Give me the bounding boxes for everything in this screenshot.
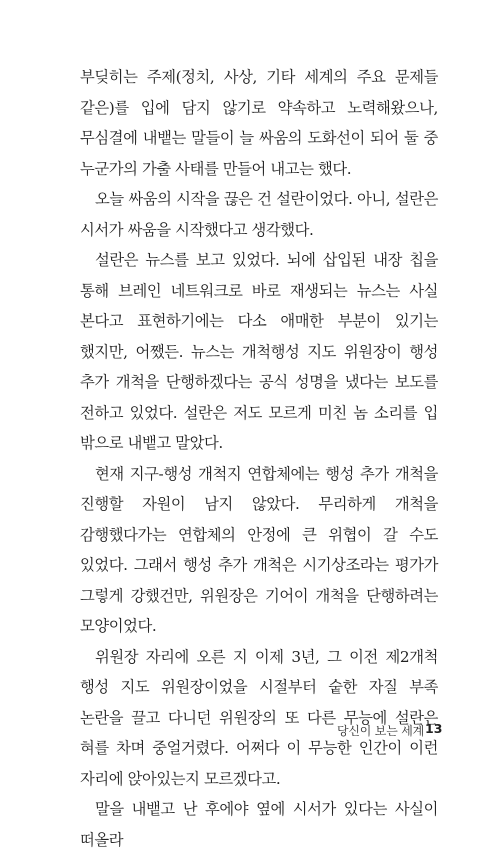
paragraph-1: 부딪히는 주제(정치, 사상, 기타 세계의 주요 문제들 같은)를 입에 담지 않기로 약속하고 노력해왔으나, 무심결에 내뱉는 말들이 늘 싸움의 도화선이 되어 둘 중 누군가의 가출 사태를 만들어 내고는 했다.: [80, 68, 438, 178]
paragraph-6: 말을 내뱉고 난 후에야 옆에 시서가 있다는 사실이 떠올라: [80, 800, 438, 849]
paragraph-4: 현재 지구-행성 개척지 연합체에는 행성 추가 개척을 진행할 자원이 남지 않았다. 무리하게 개척을 감행했다가는 연합체의 안정에 큰 위협이 갈 수도 있었다. 그래서 행성 추가 개척은 시기상조라는 평가가 그렇게 강했건만, 위원장은 기어이 개척을 단행하려는 모양이었다.: [80, 464, 438, 635]
paragraph-5: 위원장 자리에 오른 지 이제 3년, 그 이전 제2개척 행성 지도 위원장이었을 시절부터 숱한 자질 부족 논란을 끌고 다니던 위원장의 또 다른 무능에 설란은 혀를 차며 중얼거렸다. 어쩌다 이 무능한 인간이 이런 자리에 앉아있는지 모르겠다고.: [80, 647, 438, 788]
page-footer: [0, 720, 500, 740]
page-number: 13: [425, 721, 443, 736]
paragraph-3: 설란은 뉴스를 보고 있었다. 뇌에 삽입된 내장 칩을 통해 브레인 네트워크로 바로 재생되는 뉴스는 사실 본다고 표현하기에는 다소 애매한 부분이 있기는 했지만, 어쨌든. 뉴스는 개척행성 지도 위원장이 행성 추가 개척을 단행하겠다는 공식 성명을 냈다는 보도를 전하고 있었다. 설란은 저도 모르게 미친 놈 소리를 입 밖으로 내뱉고 말았다.: [80, 251, 438, 452]
running-title: 당신이 보는 세계: [337, 724, 424, 738]
paragraph-2: 오늘 싸움의 시작을 끊은 건 설란이었다. 아니, 설란은 시서가 싸움을 시작했다고 생각했다.: [80, 190, 438, 239]
